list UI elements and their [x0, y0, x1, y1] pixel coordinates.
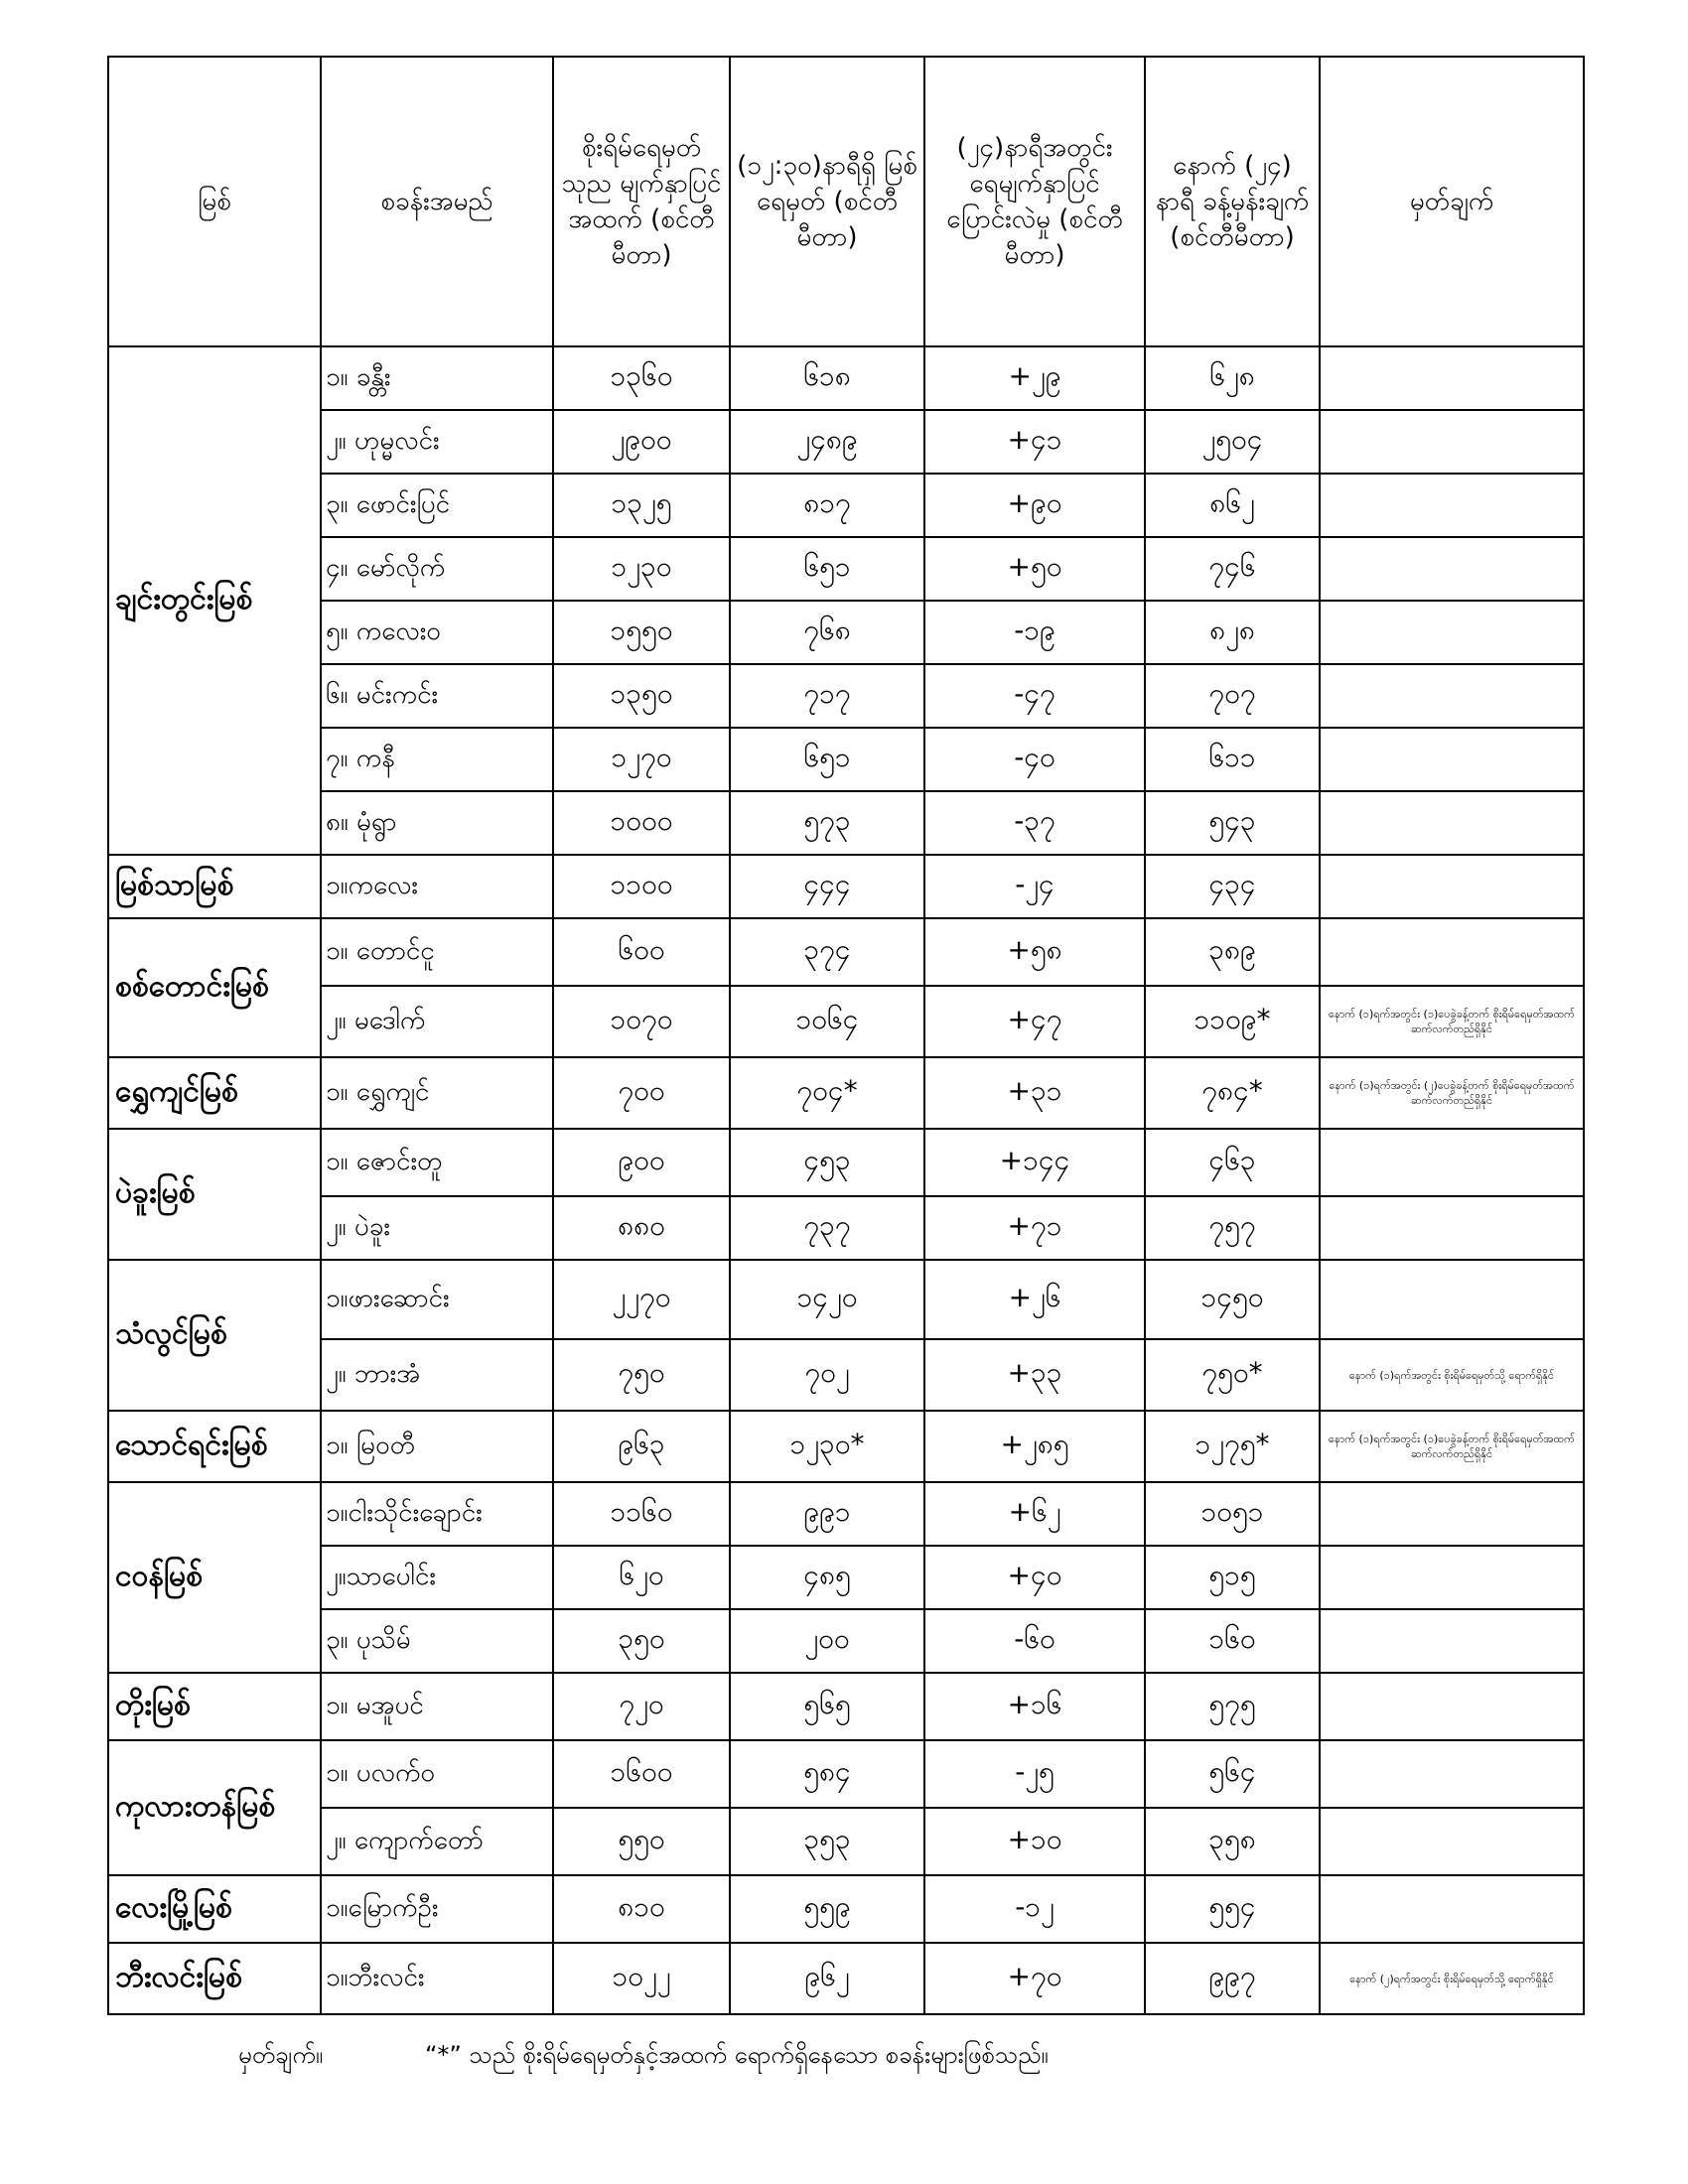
danger-level-cell: ၈၈၀	[553, 1196, 730, 1260]
station-name-cell: ၁။ဖားဆောင်း	[321, 1260, 553, 1339]
table-row	[108, 1339, 1584, 1411]
station-name-cell: ၂။ ဟုမ္မလင်း	[321, 410, 553, 474]
header-station: စခန်းအမည်	[321, 57, 553, 346]
danger-level-cell: ၇၀၀	[553, 1057, 730, 1129]
current-level-cell: ၁၄၂၀	[730, 1260, 924, 1339]
danger-level-cell: ၁၀၂၂	[553, 1943, 730, 2014]
table-row	[108, 410, 1584, 474]
danger-level-cell: ၁၂၃၀	[553, 537, 730, 601]
remarks-cell	[1320, 474, 1584, 537]
station-name-cell: ၁။ ပလက်ဝ	[321, 1740, 553, 1808]
change-cell: -၁၉	[924, 601, 1145, 664]
table-row	[108, 1740, 1584, 1808]
change-cell: -၄၀	[924, 728, 1145, 791]
danger-level-cell: ၈၁၀	[553, 1875, 730, 1943]
remarks-cell: နောက် (၁)ရက်အတွင်း စိုးရိမ်ရေမှတ်သို့ ရောက်ရှိနိုင်	[1320, 1339, 1584, 1411]
river-name-cell: ကုလားတန်မြစ်	[108, 1740, 321, 1875]
table-row	[108, 664, 1584, 728]
station-name-cell: ၃။ ဖောင်းပြင်	[321, 474, 553, 537]
remarks-cell	[1320, 1808, 1584, 1875]
remarks-cell	[1320, 1740, 1584, 1808]
danger-level-cell: ၇၅၀	[553, 1339, 730, 1411]
danger-level-cell: ၁၅၅၀	[553, 601, 730, 664]
danger-level-cell: ၁၀၀၀	[553, 791, 730, 855]
current-level-cell: ၇၃၇	[730, 1196, 924, 1260]
station-name-cell: ၂။ မဒေါက်	[321, 986, 553, 1057]
current-level-cell: ၅၈၄	[730, 1740, 924, 1808]
current-level-cell: ၇၆၈	[730, 601, 924, 664]
station-name-cell: ၅။ ကလေးဝ	[321, 601, 553, 664]
remarks-cell	[1320, 1609, 1584, 1673]
danger-level-cell: ၁၃၂၅	[553, 474, 730, 537]
header-river: မြစ်	[108, 57, 321, 346]
current-level-cell: ၅၅၉	[730, 1875, 924, 1943]
header-row	[108, 57, 1584, 346]
change-cell: +၃၁	[924, 1057, 1145, 1129]
station-name-cell: ၁။ ခန္တီး	[321, 346, 553, 410]
current-level-cell: ၅၆၅	[730, 1673, 924, 1740]
table-row	[108, 791, 1584, 855]
forecast-cell: ၇၀၇	[1145, 664, 1320, 728]
remarks-cell	[1320, 1546, 1584, 1609]
remarks-cell	[1320, 918, 1584, 986]
river-name-cell: သံလွင်မြစ်	[108, 1260, 321, 1411]
remarks-cell	[1320, 601, 1584, 664]
header-current-level: (၁၂:၃၀)နာရီရှိ မြစ်ရေမှတ် (စင်တီမီတာ)	[730, 57, 924, 346]
river-name-cell: ရွှေကျင်မြစ်	[108, 1057, 321, 1129]
current-level-cell: ၇၀၄*	[730, 1057, 924, 1129]
change-cell: +၆၂	[924, 1482, 1145, 1546]
current-level-cell: ၆၅၁	[730, 728, 924, 791]
current-level-cell: ၂၀၀	[730, 1609, 924, 1673]
change-cell: -၂၅	[924, 1740, 1145, 1808]
table-body	[108, 346, 1584, 2014]
forecast-cell: ၁၆၀	[1145, 1609, 1320, 1673]
remarks-cell	[1320, 346, 1584, 410]
danger-level-cell: ၁၁၆၀	[553, 1482, 730, 1546]
forecast-cell: ၇၄၆	[1145, 537, 1320, 601]
change-cell: +၂၉	[924, 346, 1145, 410]
header-remarks: မှတ်ချက်	[1320, 57, 1584, 346]
station-name-cell: ၁။ငါးသိုင်းချောင်း	[321, 1482, 553, 1546]
river-name-cell: မြစ်သာမြစ်	[108, 855, 321, 918]
current-level-cell: ၉၆၂	[730, 1943, 924, 2014]
remarks-cell: နောက် (၁)ရက်အတွင်း (၁)ပေခွဲခန့်တက် စိုးရိမ်ရေမှတ်အထက် ဆက်လက်တည်ရှိနိုင်	[1320, 986, 1584, 1057]
change-cell: +၃၃	[924, 1339, 1145, 1411]
danger-level-cell: ၉၀၀	[553, 1129, 730, 1196]
table-row	[108, 1546, 1584, 1609]
danger-level-cell: ၁၀၇၀	[553, 986, 730, 1057]
station-name-cell: ၁။ မအူပင်	[321, 1673, 553, 1740]
danger-level-cell: ၁၃၆၀	[553, 346, 730, 410]
table-row	[108, 1609, 1584, 1673]
station-name-cell: ၄။ မော်လိုက်	[321, 537, 553, 601]
table-row	[108, 728, 1584, 791]
table-row	[108, 537, 1584, 601]
forecast-cell: ၂၅၀၄	[1145, 410, 1320, 474]
current-level-cell: ၃၇၄	[730, 918, 924, 986]
river-name-cell: စစ်တောင်းမြစ်	[108, 918, 321, 1057]
forecast-cell: ၇၅၇	[1145, 1196, 1320, 1260]
danger-level-cell: ၁၁၀၀	[553, 855, 730, 918]
danger-level-cell: ၆၂၀	[553, 1546, 730, 1609]
remarks-cell	[1320, 1260, 1584, 1339]
station-name-cell: ၂။ ဘားအံ	[321, 1339, 553, 1411]
remarks-cell	[1320, 1129, 1584, 1196]
change-cell: -၂၄	[924, 855, 1145, 918]
river-name-cell: ချင်းတွင်းမြစ်	[108, 346, 321, 855]
danger-level-cell: ၆၀၀	[553, 918, 730, 986]
remarks-cell	[1320, 1482, 1584, 1546]
header-danger-level: စိုးရိမ်ရေမှတ် သုည မျက်နှာပြင် အထက် (စင်တီမီတာ)	[553, 57, 730, 346]
change-cell: -၆၀	[924, 1609, 1145, 1673]
table-row	[108, 1057, 1584, 1129]
current-level-cell: ၅၇၃	[730, 791, 924, 855]
river-name-cell: တိုးမြစ်	[108, 1673, 321, 1740]
forecast-cell: ၅၆၄	[1145, 1740, 1320, 1808]
station-name-cell: ၇။ ကနီ	[321, 728, 553, 791]
station-name-cell: ၁။ တောင်ငူ	[321, 918, 553, 986]
change-cell: +၉၀	[924, 474, 1145, 537]
table-row	[108, 346, 1584, 410]
forecast-cell: ၅၁၅	[1145, 1546, 1320, 1609]
footer-label: မှတ်ချက်။	[238, 2041, 324, 2069]
table-row	[108, 855, 1584, 918]
danger-level-cell: ၁၂၇၀	[553, 728, 730, 791]
remarks-cell	[1320, 791, 1584, 855]
river-name-cell: သောင်ရင်းမြစ်	[108, 1411, 321, 1482]
station-name-cell: ၁။ မြဝတီ	[321, 1411, 553, 1482]
remarks-cell	[1320, 664, 1584, 728]
forecast-cell: ၅၄၃	[1145, 791, 1320, 855]
change-cell: +၂၆	[924, 1260, 1145, 1339]
remarks-cell: နောက် (၁)ရက်အတွင်း (၂)ပေခွဲခန့်တက် စိုးရိမ်ရေမှတ်အထက် ဆက်လက်တည်ရှိနိုင်	[1320, 1057, 1584, 1129]
forecast-cell: ၃၈၉	[1145, 918, 1320, 986]
change-cell: +၁၀	[924, 1808, 1145, 1875]
river-name-cell: ငဝန်မြစ်	[108, 1482, 321, 1673]
table-row	[108, 1482, 1584, 1546]
remarks-cell	[1320, 1673, 1584, 1740]
river-name-cell: ပဲခူးမြစ်	[108, 1129, 321, 1260]
change-cell: +၄၇	[924, 986, 1145, 1057]
station-name-cell: ၁။ကလေး	[321, 855, 553, 918]
current-level-cell: ၇၁၇	[730, 664, 924, 728]
table-row	[108, 1673, 1584, 1740]
remarks-cell	[1320, 728, 1584, 791]
station-name-cell: ၁။ ရွှေကျင်	[321, 1057, 553, 1129]
forecast-cell: ၇၅၀*	[1145, 1339, 1320, 1411]
station-name-cell: ၂။ ကျောက်တော်	[321, 1808, 553, 1875]
forecast-cell: ၁၄၅၀	[1145, 1260, 1320, 1339]
table-row	[108, 986, 1584, 1057]
footer-note: “*” သည် စိုးရိမ်ရေမှတ်နှင့်အထက် ရောက်ရှိနေသော စခန်းများဖြစ်သည်။	[425, 2041, 1049, 2069]
forecast-cell: ၆၂၈	[1145, 346, 1320, 410]
current-level-cell: ၈၁၇	[730, 474, 924, 537]
forecast-cell: ၄၆၃	[1145, 1129, 1320, 1196]
header-forecast-24h: နောက် (၂၄) နာရီ ခန့်မှန်းချက် (စင်တီမီတာ)	[1145, 57, 1320, 346]
remarks-cell	[1320, 855, 1584, 918]
forecast-cell: ၇၈၄*	[1145, 1057, 1320, 1129]
forecast-cell: ၆၁၁	[1145, 728, 1320, 791]
current-level-cell: ၄၅၃	[730, 1129, 924, 1196]
change-cell: +၇၀	[924, 1943, 1145, 2014]
danger-level-cell: ၂၂၇၀	[553, 1260, 730, 1339]
station-name-cell: ၂။သာပေါင်း	[321, 1546, 553, 1609]
station-name-cell: ၈။ မုံရွာ	[321, 791, 553, 855]
river-level-table	[107, 56, 1585, 2015]
forecast-cell: ၄၃၄	[1145, 855, 1320, 918]
danger-level-cell: ၁၆၀၀	[553, 1740, 730, 1808]
station-name-cell: ၁။မြောက်ဦး	[321, 1875, 553, 1943]
table-row	[108, 1943, 1584, 2014]
remarks-cell	[1320, 410, 1584, 474]
table-row	[108, 1196, 1584, 1260]
table-row	[108, 918, 1584, 986]
current-level-cell: ၄၄၄	[730, 855, 924, 918]
forecast-cell: ၁၂၇၅*	[1145, 1411, 1320, 1482]
danger-level-cell: ၁၃၅၀	[553, 664, 730, 728]
danger-level-cell: ၂၉၀၀	[553, 410, 730, 474]
current-level-cell: ၃၅၃	[730, 1808, 924, 1875]
danger-level-cell: ၉၆၃	[553, 1411, 730, 1482]
forecast-cell: ၅၅၄	[1145, 1875, 1320, 1943]
change-cell: +၄၁	[924, 410, 1145, 474]
current-level-cell: ၆၁၈	[730, 346, 924, 410]
river-level-table-container	[107, 56, 1583, 2015]
current-level-cell: ၁၂၃၀*	[730, 1411, 924, 1482]
forecast-cell: ၁၁၀၉*	[1145, 986, 1320, 1057]
remarks-cell: နောက် (၁)ရက်အတွင်း (၁)ပေခွဲခန့်တက် စိုးရိမ်ရေမှတ်အထက် ဆက်လက်တည်ရှိနိုင်	[1320, 1411, 1584, 1482]
current-level-cell: ၂၄၈၉	[730, 410, 924, 474]
station-name-cell: ၂။ ပဲခူး	[321, 1196, 553, 1260]
forecast-cell: ၅၇၅	[1145, 1673, 1320, 1740]
remarks-cell	[1320, 1196, 1584, 1260]
table-row	[108, 474, 1584, 537]
remarks-cell	[1320, 537, 1584, 601]
header-change-24h: (၂၄)နာရီအတွင်း ရေမျက်နှာပြင် ပြောင်းလဲမှု (စင်တီမီတာ)	[924, 57, 1145, 346]
current-level-cell: ၉၉၁	[730, 1482, 924, 1546]
change-cell: -၄၇	[924, 664, 1145, 728]
river-name-cell: ဘီးလင်းမြစ်	[108, 1943, 321, 2014]
table-row	[108, 1129, 1584, 1196]
danger-level-cell: ၃၅၀	[553, 1609, 730, 1673]
change-cell: -၁၂	[924, 1875, 1145, 1943]
station-name-cell: ၃။ ပုသိမ်	[321, 1609, 553, 1673]
station-name-cell: ၆။ မင်းကင်း	[321, 664, 553, 728]
change-cell: +၁၄၄	[924, 1129, 1145, 1196]
current-level-cell: ၁၀၆၄	[730, 986, 924, 1057]
forecast-cell: ၃၅၈	[1145, 1808, 1320, 1875]
change-cell: +၅၈	[924, 918, 1145, 986]
change-cell: +၂၈၅	[924, 1411, 1145, 1482]
river-name-cell: လေးမြို့မြစ်	[108, 1875, 321, 1943]
forecast-cell: ၁၀၅၁	[1145, 1482, 1320, 1546]
change-cell: +၅၀	[924, 537, 1145, 601]
forecast-cell: ၈၆၂	[1145, 474, 1320, 537]
change-cell: +၇၁	[924, 1196, 1145, 1260]
danger-level-cell: ၇၂၀	[553, 1673, 730, 1740]
table-row	[108, 1260, 1584, 1339]
station-name-cell: ၁။ ဇောင်းတူ	[321, 1129, 553, 1196]
table-row	[108, 1411, 1584, 1482]
change-cell: +၁၆	[924, 1673, 1145, 1740]
table-row	[108, 601, 1584, 664]
station-name-cell: ၁။ဘီးလင်း	[321, 1943, 553, 2014]
change-cell: -၃၇	[924, 791, 1145, 855]
table-row	[108, 1808, 1584, 1875]
forecast-cell: ၈၂၈	[1145, 601, 1320, 664]
forecast-cell: ၉၉၇	[1145, 1943, 1320, 2014]
current-level-cell: ၄၈၅	[730, 1546, 924, 1609]
table-row	[108, 1875, 1584, 1943]
change-cell: +၄၀	[924, 1546, 1145, 1609]
remarks-cell: နောက် (၂)ရက်အတွင်း စိုးရိမ်ရေမှတ်သို့ ရောက်ရှိနိုင်	[1320, 1943, 1584, 2014]
current-level-cell: ၇၀၂	[730, 1339, 924, 1411]
danger-level-cell: ၅၅၀	[553, 1808, 730, 1875]
current-level-cell: ၆၅၁	[730, 537, 924, 601]
remarks-cell	[1320, 1875, 1584, 1943]
